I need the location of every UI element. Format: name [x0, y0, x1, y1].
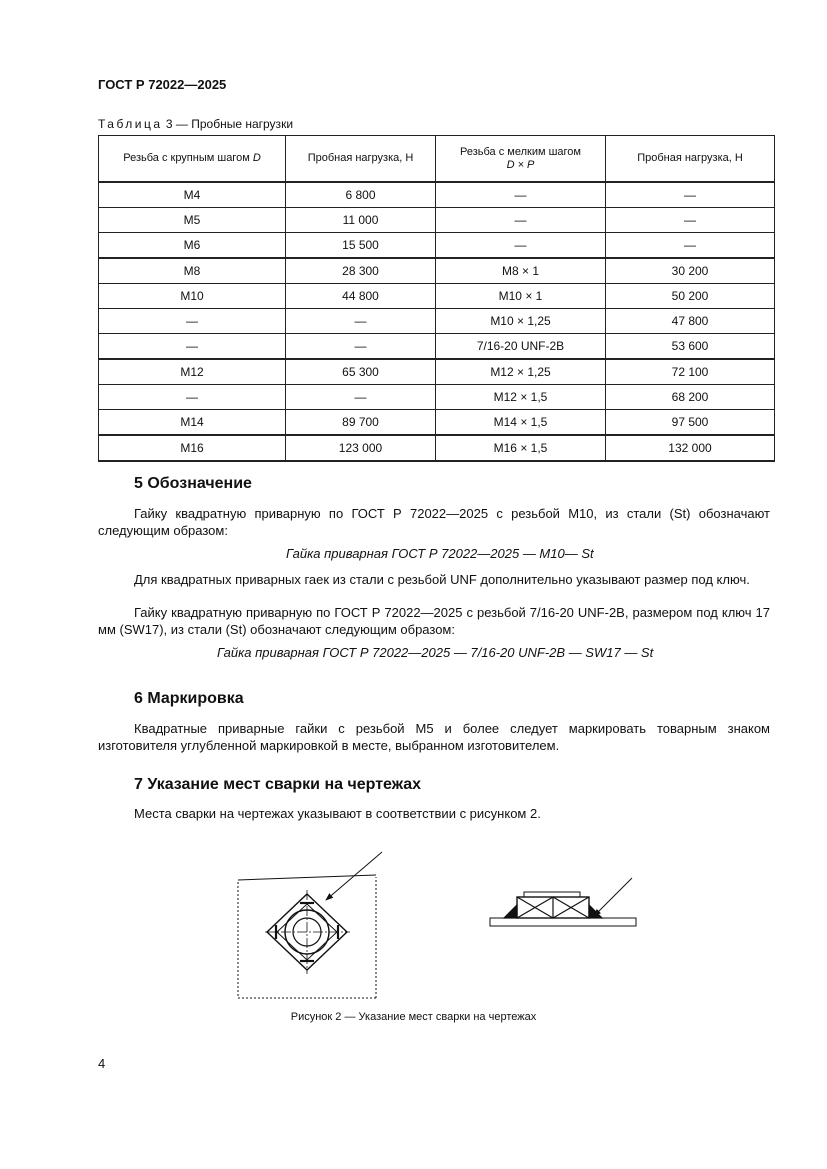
table-row [99, 284, 775, 309]
cell-proof-load-1: 89 700 [286, 410, 436, 436]
section-5-paragraph-1-text: Гайку квадратную приварную по ГОСТ Р 72022—2025 с резьбой М10, из стали (St) обозначают следующим образом: [98, 506, 770, 538]
section-5-paragraph-3-text: Гайку квадратную приварную по ГОСТ Р 72022—2025 с резьбой 7/16-20 UNF-2B, размером под ключ 17 мм (SW17), из стали (St) обозначают следующим образом: [98, 605, 770, 637]
cell-proof-load-2: 47 800 [606, 309, 775, 334]
cell-proof-load-1: 6 800 [286, 182, 436, 208]
section-5-paragraph-2 [98, 571, 770, 588]
section-5-paragraph-3 [98, 604, 770, 638]
designation-example-1: Гайка приварная ГОСТ Р 72022—2025 — M10— St [286, 546, 594, 561]
cell-fine-thread: M10 × 1 [436, 284, 606, 309]
cell-proof-load-1: — [286, 385, 436, 410]
section-7-title: 7 Указание мест сварки на чертежах [134, 776, 422, 793]
cell-fine-thread: M8 × 1 [436, 258, 606, 284]
document-code: ГОСТ Р 72022—2025 [98, 77, 227, 92]
cell-coarse-thread: M10 [99, 284, 286, 309]
table-row [99, 208, 775, 233]
cell-proof-load-1: 11 000 [286, 208, 436, 233]
cell-proof-load-2: 72 100 [606, 359, 775, 385]
top-view-drawing [238, 875, 376, 998]
proof-loads-table [98, 135, 775, 462]
cell-coarse-thread: M16 [99, 435, 286, 461]
cell-coarse-thread: — [99, 309, 286, 334]
table-header-row [99, 136, 775, 183]
cell-coarse-thread: M8 [99, 258, 286, 284]
table-row [99, 334, 775, 360]
header-coarse-symbol: D [252, 152, 261, 164]
welding-drawing-figure [230, 850, 650, 1002]
cell-coarse-thread: — [99, 334, 286, 360]
weld-pointer-arrow-left [326, 852, 382, 900]
section-5-title: 5 Обозначение [134, 475, 252, 492]
header-coarse-thread [99, 136, 286, 183]
cell-proof-load-2: 68 200 [606, 385, 775, 410]
section-6-paragraph-1-text: Квадратные приварные гайки с резьбой M5 и более следует маркировать товарным знаком изготовителя углубленной маркировкой в месте, выбранном изготовителем. [98, 721, 770, 753]
cell-proof-load-2: — [606, 182, 775, 208]
cell-fine-thread: M16 × 1,5 [436, 435, 606, 461]
cell-proof-load-2: 97 500 [606, 410, 775, 436]
cell-fine-thread: — [436, 182, 606, 208]
header-fine-text: Резьба с мелким шагом [460, 145, 581, 158]
table-row [99, 258, 775, 284]
cell-proof-load-1: 65 300 [286, 359, 436, 385]
header-proof-load-2: Пробная нагрузка, Н [606, 136, 775, 183]
cell-proof-load-2: — [606, 208, 775, 233]
cell-fine-thread: M12 × 1,5 [436, 385, 606, 410]
cell-coarse-thread: M6 [99, 233, 286, 259]
cell-proof-load-2: — [606, 233, 775, 259]
table-row [99, 385, 775, 410]
cell-fine-thread: 7/16-20 UNF-2B [436, 334, 606, 360]
table-row [99, 435, 775, 461]
cell-proof-load-2: 132 000 [606, 435, 775, 461]
cell-proof-load-1: 44 800 [286, 284, 436, 309]
table-caption-label: Таблица [98, 117, 163, 131]
table-row [99, 233, 775, 259]
section-6-title: 6 Маркировка [134, 690, 244, 707]
section-7-paragraph-1 [98, 805, 770, 822]
header-fine-thread [436, 136, 606, 183]
cell-proof-load-2: 50 200 [606, 284, 775, 309]
cell-fine-thread: — [436, 208, 606, 233]
cell-coarse-thread: — [99, 385, 286, 410]
header-coarse-text: Резьба с крупным шагом [123, 152, 250, 164]
table-row [99, 309, 775, 334]
page-number: 4 [98, 1056, 106, 1071]
side-view-drawing [490, 892, 636, 926]
cell-proof-load-1: 28 300 [286, 258, 436, 284]
weld-pointer-arrow-right [594, 878, 632, 916]
cell-proof-load-2: 30 200 [606, 258, 775, 284]
cell-proof-load-1: — [286, 334, 436, 360]
designation-example-2: Гайка приварная ГОСТ Р 72022—2025 — 7/16-20 UNF-2B — SW17 — St [217, 645, 654, 660]
cell-proof-load-1: — [286, 309, 436, 334]
header-proof-load-1: Пробная нагрузка, Н [286, 136, 436, 183]
cell-fine-thread: M10 × 1,25 [436, 309, 606, 334]
cell-coarse-thread: M4 [99, 182, 286, 208]
table-row [99, 359, 775, 385]
cell-proof-load-1: 15 500 [286, 233, 436, 259]
cell-coarse-thread: M12 [99, 359, 286, 385]
cell-fine-thread: M14 × 1,5 [436, 410, 606, 436]
cell-proof-load-1: 123 000 [286, 435, 436, 461]
cell-coarse-thread: M5 [99, 208, 286, 233]
section-5-paragraph-1 [98, 505, 770, 539]
cell-proof-load-2: 53 600 [606, 334, 775, 360]
cell-fine-thread: — [436, 233, 606, 259]
cell-fine-thread: M12 × 1,25 [436, 359, 606, 385]
cell-coarse-thread: M14 [99, 410, 286, 436]
section-7-paragraph-1-text: Места сварки на чертежах указывают в соответствии с рисунком 2. [134, 806, 541, 821]
section-6-paragraph-1 [98, 720, 770, 754]
table-row [99, 410, 775, 436]
table-caption [98, 117, 293, 131]
header-fine-symbol: D × P [506, 158, 535, 171]
table-caption-title: 3 — Пробные нагрузки [162, 117, 294, 131]
section-5-paragraph-2-text: Для квадратных приварных гаек из стали с резьбой UNF дополнительно указывают размер под ключ. [134, 572, 750, 587]
table-row [99, 182, 775, 208]
figure-caption: Рисунок 2 — Указание мест сварки на чертежах [290, 1011, 537, 1023]
